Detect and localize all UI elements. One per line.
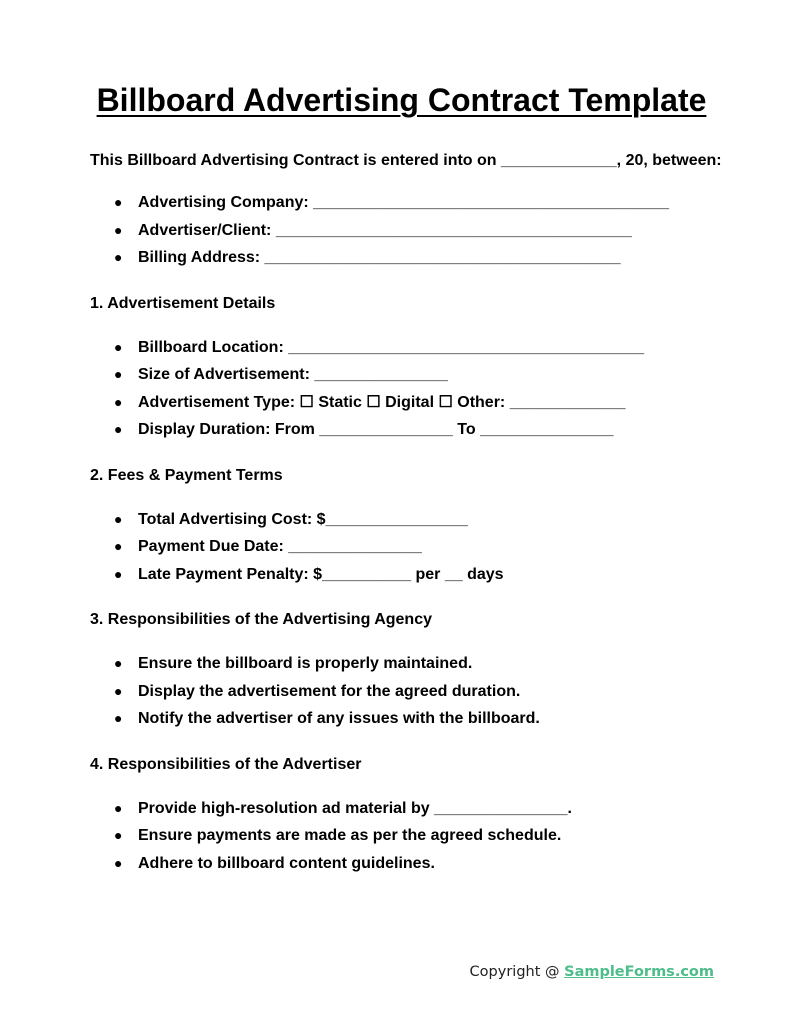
bullet-icon: ● <box>114 710 123 726</box>
contract-body <box>90 147 730 877</box>
section-list <box>90 650 730 733</box>
item-text: Provide high-resolution ad material by _______________. <box>138 799 572 817</box>
item-text: Payment Due Date: _______________ <box>138 538 422 555</box>
list-item <box>114 189 730 217</box>
item-text: Advertisement Type: ☐ Static ☐ Digital ☐ Other: _____________ <box>138 393 626 411</box>
item-text: Advertising Company: ________________________________________ <box>138 194 670 211</box>
item-text: Billing Address: ________________________________________ <box>138 249 621 266</box>
page-title: Billboard Advertising Contract Template <box>96 82 707 118</box>
bullet-icon: ● <box>114 799 123 816</box>
bullet-icon: ● <box>114 510 123 527</box>
item-text: Advertiser/Client: ________________________________________ <box>138 221 632 239</box>
item-text: Adhere to billboard content guidelines. <box>138 854 435 872</box>
bullet-icon: ● <box>114 538 123 554</box>
item-text: Billboard Location: ________________________________________ <box>138 338 645 356</box>
list-item <box>114 678 730 706</box>
bullet-icon: ● <box>114 221 123 238</box>
item-text: Notify the advertiser of any issues with the billboard. <box>138 710 540 727</box>
section-list <box>90 506 730 589</box>
sampleforms-link[interactable]: SampleForms.com <box>564 964 714 980</box>
list-item <box>114 650 730 678</box>
list-item <box>114 389 730 417</box>
list-item <box>114 506 730 534</box>
bullet-icon: ● <box>114 393 123 410</box>
item-text: Late Payment Penalty: $__________ per __ days <box>138 565 504 583</box>
bullet-icon: ● <box>114 366 123 382</box>
item-text: Display Duration: From _______________ To _______________ <box>138 421 614 438</box>
bullet-icon: ● <box>114 565 123 582</box>
list-item <box>114 705 730 733</box>
section-heading: 3. Responsibilities of the Advertising Agency <box>90 611 432 628</box>
list-item <box>114 822 730 850</box>
bullet-icon: ● <box>114 194 123 210</box>
section-heading: 4. Responsibilities of the Advertiser <box>90 755 362 773</box>
bullet-icon: ● <box>114 338 123 355</box>
item-text: Ensure payments are made as per the agreed schedule. <box>138 827 562 844</box>
bullet-icon: ● <box>114 827 123 843</box>
item-text: Display the advertisement for the agreed duration. <box>138 682 521 700</box>
bullet-icon: ● <box>114 682 123 699</box>
list-item <box>114 416 730 444</box>
list-item <box>114 334 730 362</box>
bullet-icon: ● <box>114 854 123 871</box>
copyright-footer <box>470 964 714 980</box>
item-text: Size of Advertisement: _______________ <box>138 366 448 383</box>
parties-list <box>90 189 730 272</box>
section-list <box>90 795 730 878</box>
list-item <box>114 217 730 245</box>
bullet-icon: ● <box>114 249 123 265</box>
copyright-text: Copyright @ <box>469 964 565 980</box>
item-text: Total Advertising Cost: $________________ <box>138 510 468 528</box>
bullet-icon: ● <box>114 655 123 671</box>
list-item <box>114 244 730 272</box>
list-item <box>114 795 730 823</box>
section-heading: 2. Fees & Payment Terms <box>90 466 283 484</box>
list-item <box>114 561 730 589</box>
section-list <box>90 334 730 444</box>
list-item <box>114 533 730 561</box>
list-item <box>114 361 730 389</box>
intro-text: This Billboard Advertising Contract is entered into on _____________, 20, between: <box>90 152 722 169</box>
bullet-icon: ● <box>114 421 123 437</box>
section-heading: 1. Advertisement Details <box>90 294 276 312</box>
item-text: Ensure the billboard is properly maintained. <box>138 655 473 672</box>
list-item <box>114 850 730 878</box>
